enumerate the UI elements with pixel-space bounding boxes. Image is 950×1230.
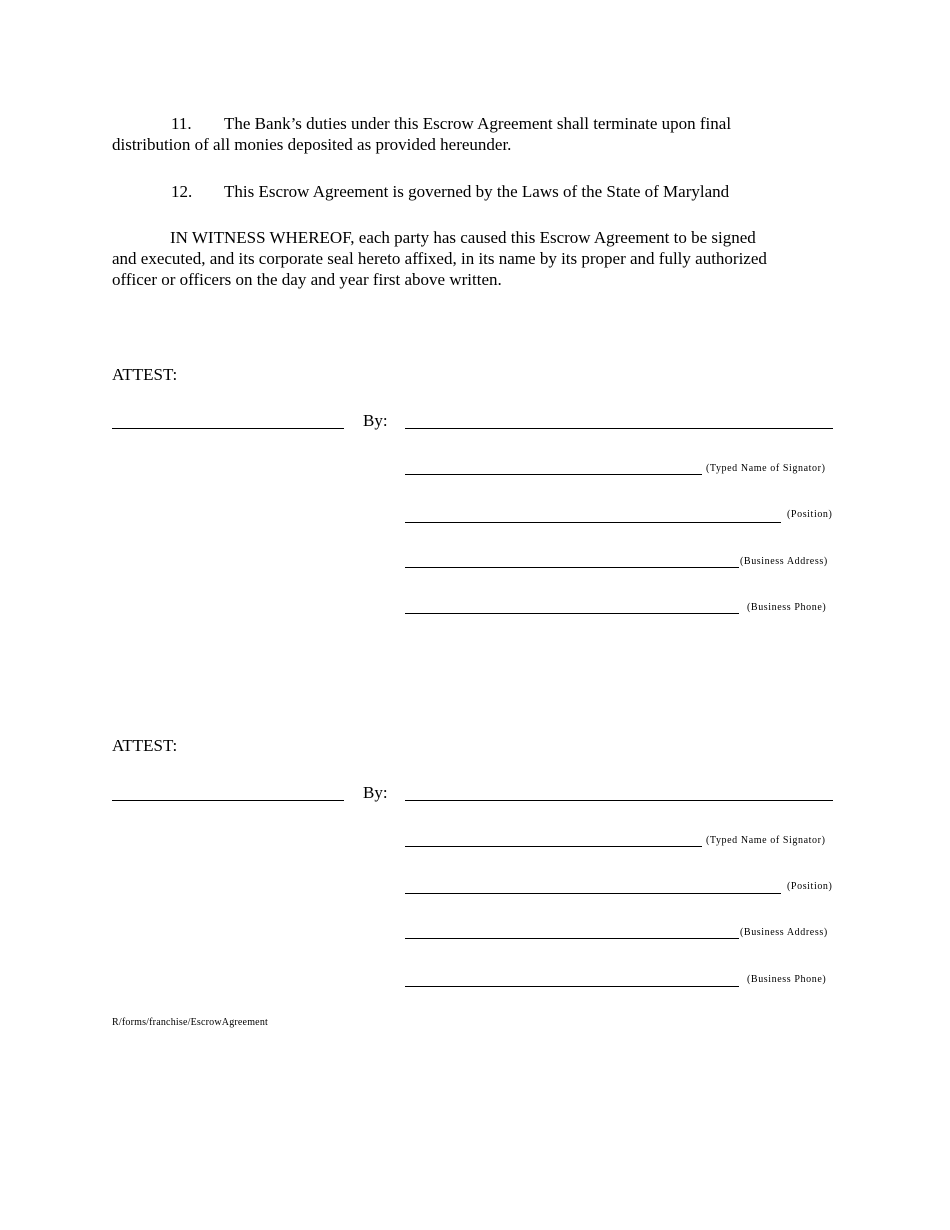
paragraph-11 [112,113,842,157]
typed-name-line[interactable] [405,474,702,475]
business-phone-line[interactable] [405,613,739,614]
paragraph-11-number: 11. [171,114,192,133]
business-address-line[interactable] [405,567,739,568]
signature-block-1 [0,360,950,620]
typed-name-label: (Typed Name of Signator) [706,835,826,846]
by-label: By: [363,783,388,802]
typed-name-label: (Typed Name of Signator) [706,463,826,474]
position-line[interactable] [405,893,781,894]
business-address-label: (Business Address) [740,556,828,567]
by-signature-line[interactable] [405,800,833,801]
witness-line-2: and executed, and its corporate seal hereto affixed, in its name by its proper and fully authorized [112,249,767,268]
witness-line-3: officer or officers on the day and year first above written. [112,270,502,289]
business-phone-label: (Business Phone) [747,602,827,613]
position-label: (Position) [787,881,833,892]
attest-label: ATTEST: [112,365,178,384]
paragraph-12 [112,181,842,203]
business-address-label: (Business Address) [740,927,828,938]
witness-paragraph [112,227,842,293]
footer-document-path: R/forms/franchise/EscrowAgreement [112,1017,268,1028]
witness-line-1: IN WITNESS WHEREOF, each party has caused this Escrow Agreement to be signed [170,228,756,247]
signature-block-2 [0,732,950,992]
position-label: (Position) [787,509,833,520]
by-label: By: [363,411,388,430]
business-address-line[interactable] [405,938,739,939]
by-signature-line[interactable] [405,428,833,429]
attest-signature-line[interactable] [112,428,344,429]
paragraph-11-line-1: The Bank’s duties under this Escrow Agreement shall terminate upon final [224,114,732,133]
position-line[interactable] [405,522,781,523]
attest-label: ATTEST: [112,736,178,755]
paragraph-11-line-2: distribution of all monies deposited as provided hereunder. [112,135,512,154]
business-phone-label: (Business Phone) [747,974,827,985]
business-phone-line[interactable] [405,986,739,987]
paragraph-12-line-1: This Escrow Agreement is governed by the Laws of the State of Maryland [224,182,730,201]
typed-name-line[interactable] [405,846,702,847]
paragraph-12-number: 12. [171,182,193,201]
attest-signature-line[interactable] [112,800,344,801]
